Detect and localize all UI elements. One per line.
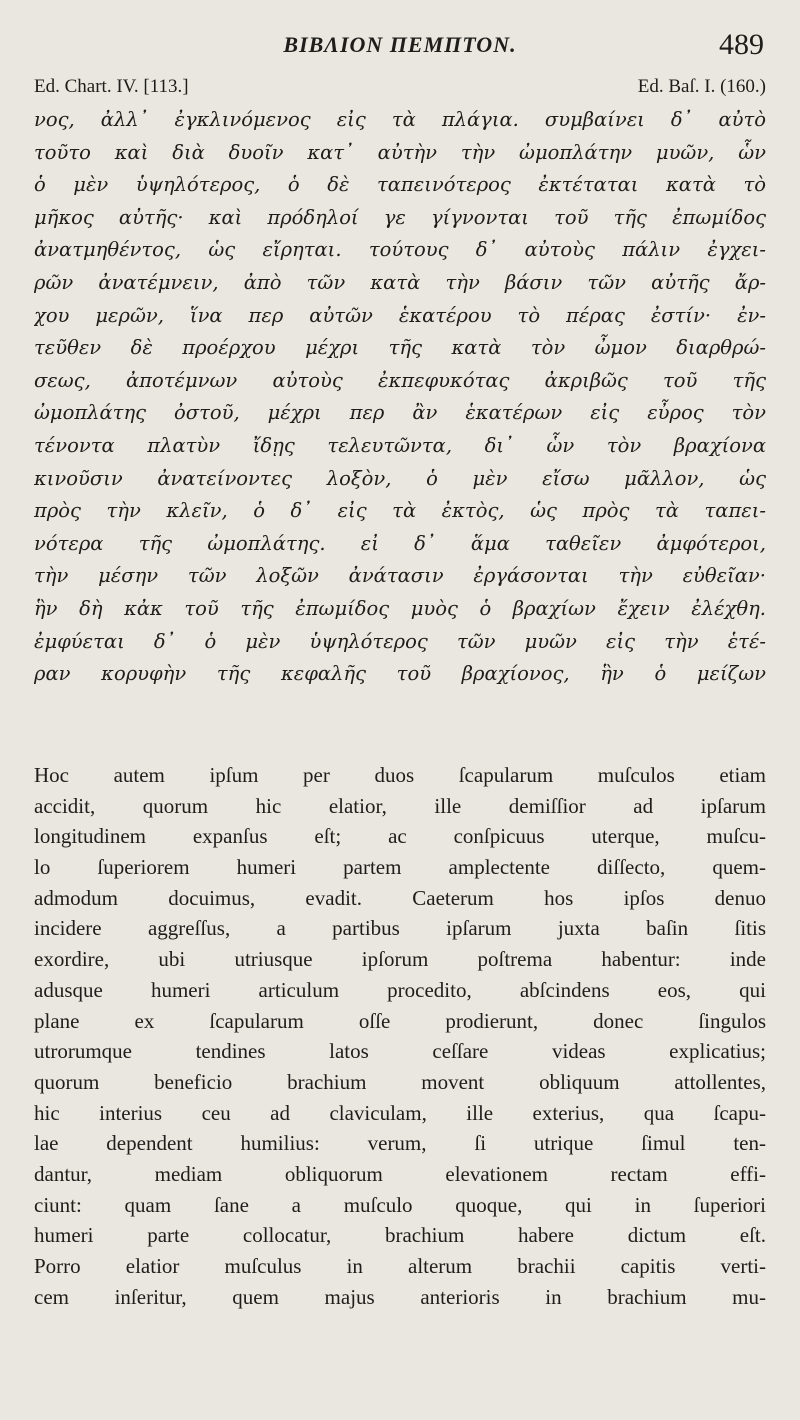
greek-line: ραν κορυφὴν τῆς κεφαλῆς τοῦ βραχίονος, ἣν ὁ μείζων bbox=[34, 662, 766, 686]
greek-line: χου μερῶν, ἵνα περ αὐτῶν ἑκατέρου τὸ πέρας ἐστίν· ἐν- bbox=[34, 303, 766, 327]
greek-line: τὴν μέσην τῶν λοξῶν ἀνάτασιν ἐργάσονται τὴν εὐθεῖαν· bbox=[34, 564, 766, 588]
latin-line: cem inſeritur, quem majus anterioris in brachium mu- bbox=[34, 1284, 766, 1309]
book-title: BIBΛΙΟΝ ΠΕΜΠΤΟΝ. bbox=[283, 32, 517, 57]
page-number: 489 bbox=[719, 28, 764, 61]
greek-line: ἣν δὴ κἀκ τοῦ τῆς ἐπωμίδος μυὸς ὁ βραχίων ἔχειν ἐλέχθη. bbox=[34, 596, 766, 620]
edition-chartier-reference: Ed. Chart. IV. [113.] bbox=[34, 76, 189, 97]
edition-references bbox=[34, 76, 766, 102]
greek-line: μῆκος αὐτῆς· καὶ πρόδηλοί γε γίγνονται τοῦ τῆς ἐπωμίδος bbox=[34, 205, 766, 229]
greek-line: τοῦτο καὶ διὰ δυοῖν κατ᾽ αὐτὴν τὴν ὠμοπλάτην μυῶν, ὧν bbox=[34, 140, 766, 164]
latin-text-block bbox=[34, 760, 766, 1312]
latin-line: utrorumque tendines latos ceſſare videas explicatius; bbox=[34, 1039, 766, 1064]
greek-line: τένοντα πλατὺν ἴδῃς τελευτῶντα, δι᾽ ὧν τὸν βραχίονα bbox=[34, 433, 766, 457]
greek-line: κινοῦσιν ἀνατείνοντες λοξὸν, ὁ μὲν εἴσω μᾶλλον, ὡς bbox=[34, 466, 766, 490]
latin-line: Porro elatior muſculus in alterum brachii capitis verti- bbox=[34, 1254, 766, 1278]
latin-line: longitudinem expanſus eſt; ac conſpicuus uterque, muſcu- bbox=[34, 824, 766, 849]
latin-line: Hoc autem ipſum per duos ſcapularum muſculos etiam bbox=[34, 763, 766, 787]
latin-line: lo ſuperiorem humeri partem amplectente diſſecto, quem- bbox=[34, 855, 766, 880]
latin-line: lae dependent humilius: verum, ſi utrique ſimul ten- bbox=[34, 1131, 766, 1156]
greek-line: πρὸς τὴν κλεῖν, ὁ δ᾽ εἰς τὰ ἐκτὸς, ὡς πρὸς τὰ ταπει- bbox=[34, 499, 766, 523]
greek-line: ὁ μὲν ὑψηλότερος, ὁ δὲ ταπεινότερος ἐκτέταται κατὰ τὸ bbox=[34, 173, 766, 197]
latin-line: accidit, quorum hic elatior, ille demiſſior ad ipſarum bbox=[34, 793, 766, 818]
latin-line: adusque humeri articulum procedito, abſcindens eos, qui bbox=[34, 977, 766, 1002]
greek-text-block bbox=[34, 104, 766, 691]
greek-line: ὠμοπλάτης ὀστοῦ, μέχρι περ ἂν ἑκατέρων εἰς εὖρος τὸν bbox=[34, 401, 766, 425]
greek-line: ἀνατμηθέντος, ὡς εἴρηται. τούτους δ᾽ αὐτοὺς πάλιν ἐγχει- bbox=[34, 238, 766, 262]
latin-line: dantur, mediam obliquorum elevationem rectam effi- bbox=[34, 1161, 766, 1186]
latin-line: hic interius ceu ad claviculam, ille exterius, qua ſcapu- bbox=[34, 1100, 766, 1125]
greek-line: σεως, ἀποτέμνων αὐτοὺς ἐκπεφυκότας ἀκριβῶς τοῦ τῆς bbox=[34, 368, 766, 392]
greek-line: ἐμφύεται δ᾽ ὁ μὲν ὑψηλότερος τῶν μυῶν εἰς τὴν ἑτέ- bbox=[34, 629, 766, 653]
running-head bbox=[34, 28, 766, 62]
greek-line: τεῦθεν δὲ προέρχου μέχρι τῆς κατὰ τὸν ὦμον διαρθρώ- bbox=[34, 336, 766, 360]
edition-basel-reference: Ed. Baſ. I. (160.) bbox=[637, 76, 766, 97]
latin-line: exordire, ubi utriusque ipſorum poſtrema habentur: inde bbox=[34, 947, 766, 972]
latin-line: quorum beneficio brachium movent obliquum attollentes, bbox=[34, 1069, 766, 1094]
latin-line: plane ex ſcapularum oſſe prodierunt, donec ſingulos bbox=[34, 1008, 766, 1033]
greek-line: ρῶν ἀνατέμνειν, ἀπὸ τῶν κατὰ τὴν βάσιν τῶν αὐτῆς ἄρ- bbox=[34, 270, 766, 294]
latin-line: admodum docuimus, evadit. Caeterum hos ipſos denuo bbox=[34, 885, 766, 910]
greek-line: νος, ἀλλ᾽ ἐγκλινόμενος εἰς τὰ πλάγια. συμβαίνει δ᾽ αὐτὸ bbox=[34, 108, 766, 131]
latin-line: humeri parte collocatur, brachium habere dictum eſt. bbox=[34, 1223, 766, 1248]
latin-line: incidere aggreſſus, a partibus ipſarum juxta baſin ſitis bbox=[34, 916, 766, 941]
latin-line: ciunt: quam ſane a muſculo quoque, qui in ſuperiori bbox=[34, 1192, 766, 1217]
greek-line: νότερα τῆς ὠμοπλάτης. εἰ δ᾽ ἅμα ταθεῖεν ἀμφότεροι, bbox=[34, 531, 766, 555]
